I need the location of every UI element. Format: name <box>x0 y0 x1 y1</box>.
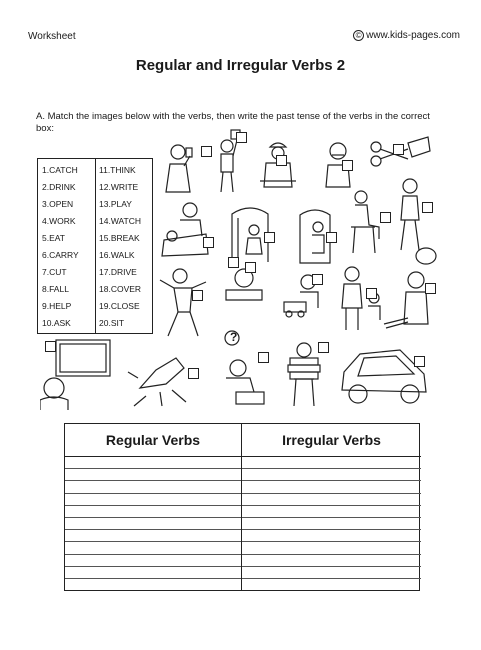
answer-line[interactable] <box>242 506 421 518</box>
image-answer-box[interactable] <box>258 352 269 363</box>
verb-item: 16.WALK <box>99 249 135 260</box>
question-mark: ? <box>230 330 238 344</box>
breaking-glass-illustration <box>126 348 196 408</box>
answer-line[interactable] <box>65 530 241 542</box>
answer-line[interactable] <box>65 506 241 518</box>
verb-item: 7.CUT <box>42 266 67 277</box>
verb-item: 19.CLOSE <box>99 300 140 311</box>
image-answer-box[interactable] <box>188 368 199 379</box>
sitting-girl-illustration <box>345 183 383 255</box>
answer-line[interactable] <box>65 579 241 590</box>
verb-item: 18.COVER <box>99 283 142 294</box>
site-url: www.kids-pages.com <box>366 30 460 41</box>
copyright-icon: © <box>353 30 364 41</box>
image-answer-box[interactable] <box>422 202 433 213</box>
walking-girl-illustration <box>395 176 425 254</box>
image-answer-box[interactable] <box>312 274 323 285</box>
verb-item: 11.THINK <box>99 164 136 175</box>
page-title: Regular and Irregular Verbs 2 <box>135 57 346 74</box>
verb-column-right <box>95 159 152 333</box>
image-answer-box[interactable] <box>264 232 275 243</box>
sick-child-in-bed-illustration <box>160 198 210 258</box>
driving-car-illustration <box>338 340 428 408</box>
answer-line[interactable] <box>65 469 241 481</box>
verb-item: 1.CATCH <box>42 164 78 175</box>
answer-line[interactable] <box>65 494 241 506</box>
verb-item: 12.WRITE <box>99 181 139 192</box>
image-answer-box[interactable] <box>326 232 337 243</box>
verb-item: 17.DRIVE <box>99 266 137 277</box>
image-answer-box[interactable] <box>414 356 425 367</box>
image-answer-box[interactable] <box>192 290 203 301</box>
verb-item: 13.PLAY <box>99 198 132 209</box>
verb-item: 2.DRINK <box>42 181 76 192</box>
image-answer-box[interactable] <box>245 262 256 273</box>
image-answer-box[interactable] <box>201 146 212 157</box>
instructions: A. Match the images below with the verbs, then write the past tense of the verbs in the correct box: <box>36 111 430 134</box>
image-answer-box[interactable] <box>45 341 56 352</box>
verb-item: 8.FALL <box>42 283 69 294</box>
answer-line[interactable] <box>65 567 241 579</box>
image-answer-box[interactable] <box>236 132 247 143</box>
answer-line[interactable] <box>242 494 421 506</box>
verb-item: 6.CARRY <box>42 249 79 260</box>
answer-line[interactable] <box>242 469 421 481</box>
regular-verbs-heading: Regular Verbs <box>65 424 241 457</box>
image-answer-box[interactable] <box>228 257 239 268</box>
thinking-girl-illustration <box>398 270 436 328</box>
answer-line[interactable] <box>242 530 421 542</box>
thought-bubble-illustration <box>414 246 438 266</box>
falling-boy-illustration <box>158 264 208 340</box>
answer-line[interactable] <box>242 542 421 554</box>
drinking-person-illustration <box>160 140 202 194</box>
regular-verbs-column <box>65 424 241 590</box>
answer-line[interactable] <box>242 555 421 567</box>
verb-list <box>37 158 153 334</box>
image-answer-box[interactable] <box>380 212 391 223</box>
image-answer-box[interactable] <box>393 144 404 155</box>
worksheet-label: Worksheet <box>28 31 76 42</box>
irregular-verbs-column <box>241 424 421 590</box>
answer-line[interactable] <box>65 518 241 530</box>
thinking-writing-child-illustration <box>214 330 268 408</box>
irregular-verbs-heading: Irregular Verbs <box>242 424 421 457</box>
verb-column-left <box>38 159 95 333</box>
verb-item: 15.BREAK <box>99 232 140 243</box>
image-answer-box[interactable] <box>366 288 377 299</box>
answer-line[interactable] <box>65 481 241 493</box>
site-credit <box>353 30 460 41</box>
image-answer-box[interactable] <box>203 237 214 248</box>
verb-item: 14.WATCH <box>99 215 142 226</box>
answer-line[interactable] <box>65 457 241 469</box>
verb-item: 5.EAT <box>42 232 65 243</box>
answer-table <box>64 423 420 591</box>
verb-item: 9.HELP <box>42 300 72 311</box>
answer-line[interactable] <box>242 518 421 530</box>
verb-item: 20.SIT <box>99 317 125 328</box>
image-answer-box[interactable] <box>318 342 329 353</box>
answer-line[interactable] <box>242 579 421 590</box>
image-answer-box[interactable] <box>276 155 287 166</box>
verb-item: 4.WORK <box>42 215 76 226</box>
answer-line[interactable] <box>242 457 421 469</box>
answer-line[interactable] <box>65 542 241 554</box>
answer-line[interactable] <box>242 481 421 493</box>
image-answer-box[interactable] <box>425 283 436 294</box>
image-answer-box[interactable] <box>342 160 353 171</box>
verb-item: 10.ASK <box>42 317 71 328</box>
verb-item: 3.OPEN <box>42 198 74 209</box>
answer-line[interactable] <box>242 567 421 579</box>
answer-line[interactable] <box>65 555 241 567</box>
